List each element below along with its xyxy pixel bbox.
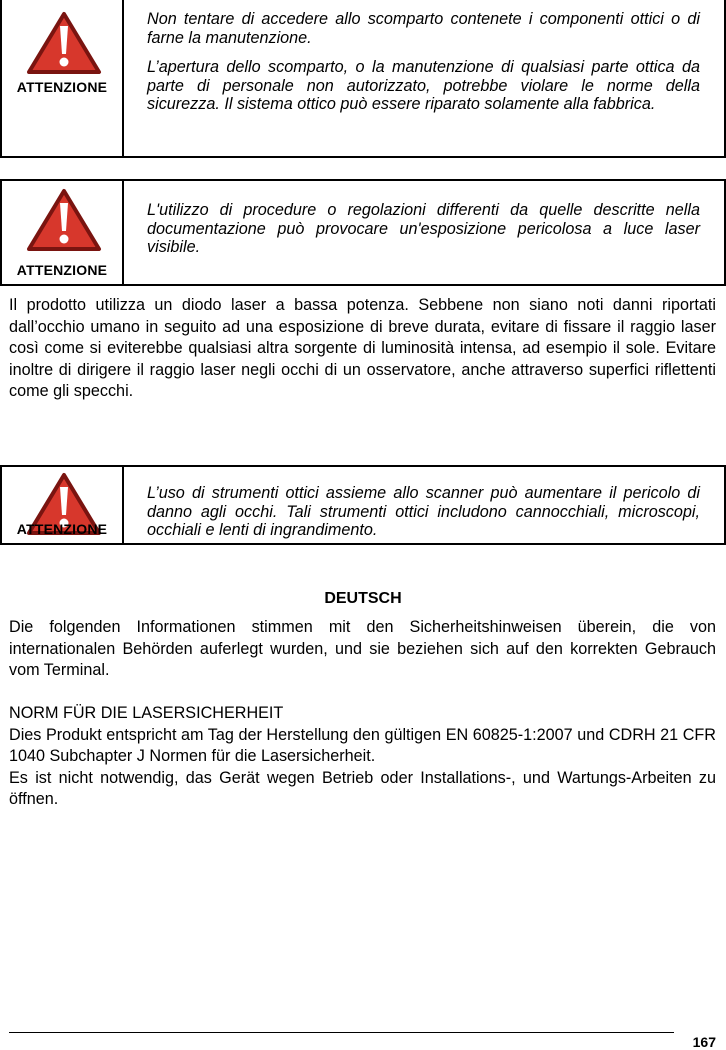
warning-paragraph: L’apertura dello scomparto, o la manutenzione di qualsiasi parte ottica da parte di personale non autorizzato, potrebbe violare le norme della sicurezza. Il sistema ottico può essere riparato solamente alla fabbrica.	[147, 58, 700, 113]
warning-label: ATTENZIONE	[16, 262, 108, 278]
warning-box-optics	[0, 0, 726, 158]
paragraph-text: Die folgenden Informationen stimmen mit den Sicherheitshinweisen überein, die von internationalen Behörden auferlegt wurden, und sie beziehen sich auf den korrekten Gebrauch vom Terminal.	[9, 618, 716, 679]
paragraph-text: Dies Produkt entspricht am Tag der Herstellung den gültigen EN 60825-1:2007 und CDRH 21 CFR 1040 Subchapter J Normen für die Lasersicherheit.	[9, 725, 716, 765]
warning-triangle-icon	[26, 187, 102, 253]
warning-triangle-icon	[26, 10, 102, 76]
warning-text	[147, 10, 700, 114]
laser-safety-section	[9, 703, 716, 811]
warning-label: ATTENZIONE	[16, 79, 108, 95]
paragraph-text: Il prodotto utilizza un diodo laser a bassa potenza. Sebbene non siano noti danni riportati dall’occhio umano in seguito ad una esposizione di breve durata, evitare di fissare il raggio laser così come si eviterebbe qualsiasi altra sorgente di luminosità intensa, ad esempio il sole. Evitare inoltre di dirigere il raggio laser negli occhi di un osservatore, anche attraverso superfici riflettenti come gli specchi.	[9, 296, 716, 400]
page-number: 167	[692, 1034, 716, 1050]
deutsch-intro-paragraph	[9, 617, 716, 682]
section-heading-deutsch: DEUTSCH	[324, 590, 402, 607]
warning-paragraph: L'utilizzo di procedure o regolazioni differenti da quelle descritte nella documentazione può provocare un'esposizione pericolosa a luce laser visibile.	[147, 201, 700, 256]
laser-info-paragraph	[9, 295, 716, 403]
warning-label: ATTENZIONE	[16, 521, 108, 537]
warning-box-procedures	[0, 179, 726, 286]
paragraph-text: Es ist nicht notwendig, das Gerät wegen Betrieb oder Installations-, und Wartungs-Arbeiten zu öffnen.	[9, 768, 716, 808]
warning-paragraph: L’uso di strumenti ottici assieme allo scanner può aumentare il pericolo di danno agli occhi. Tali strumenti ottici includono cannocchiali, microscopi, occhiali e lenti di ingrandimento.	[147, 484, 700, 539]
warning-icon-cell	[2, 0, 124, 156]
warning-icon-cell	[2, 467, 124, 543]
warning-icon-cell	[2, 181, 124, 284]
warning-paragraph: Non tentare di accedere allo scomparto contenete i componenti ottici o di farne la manutenzione.	[147, 10, 700, 47]
laser-safety-subheading: NORM FÜR DIE LASERSICHERHEIT	[9, 704, 284, 722]
warning-text	[147, 201, 700, 257]
footer-divider	[9, 1032, 674, 1033]
warning-text	[147, 484, 700, 540]
warning-box-optical-instruments	[0, 465, 726, 545]
